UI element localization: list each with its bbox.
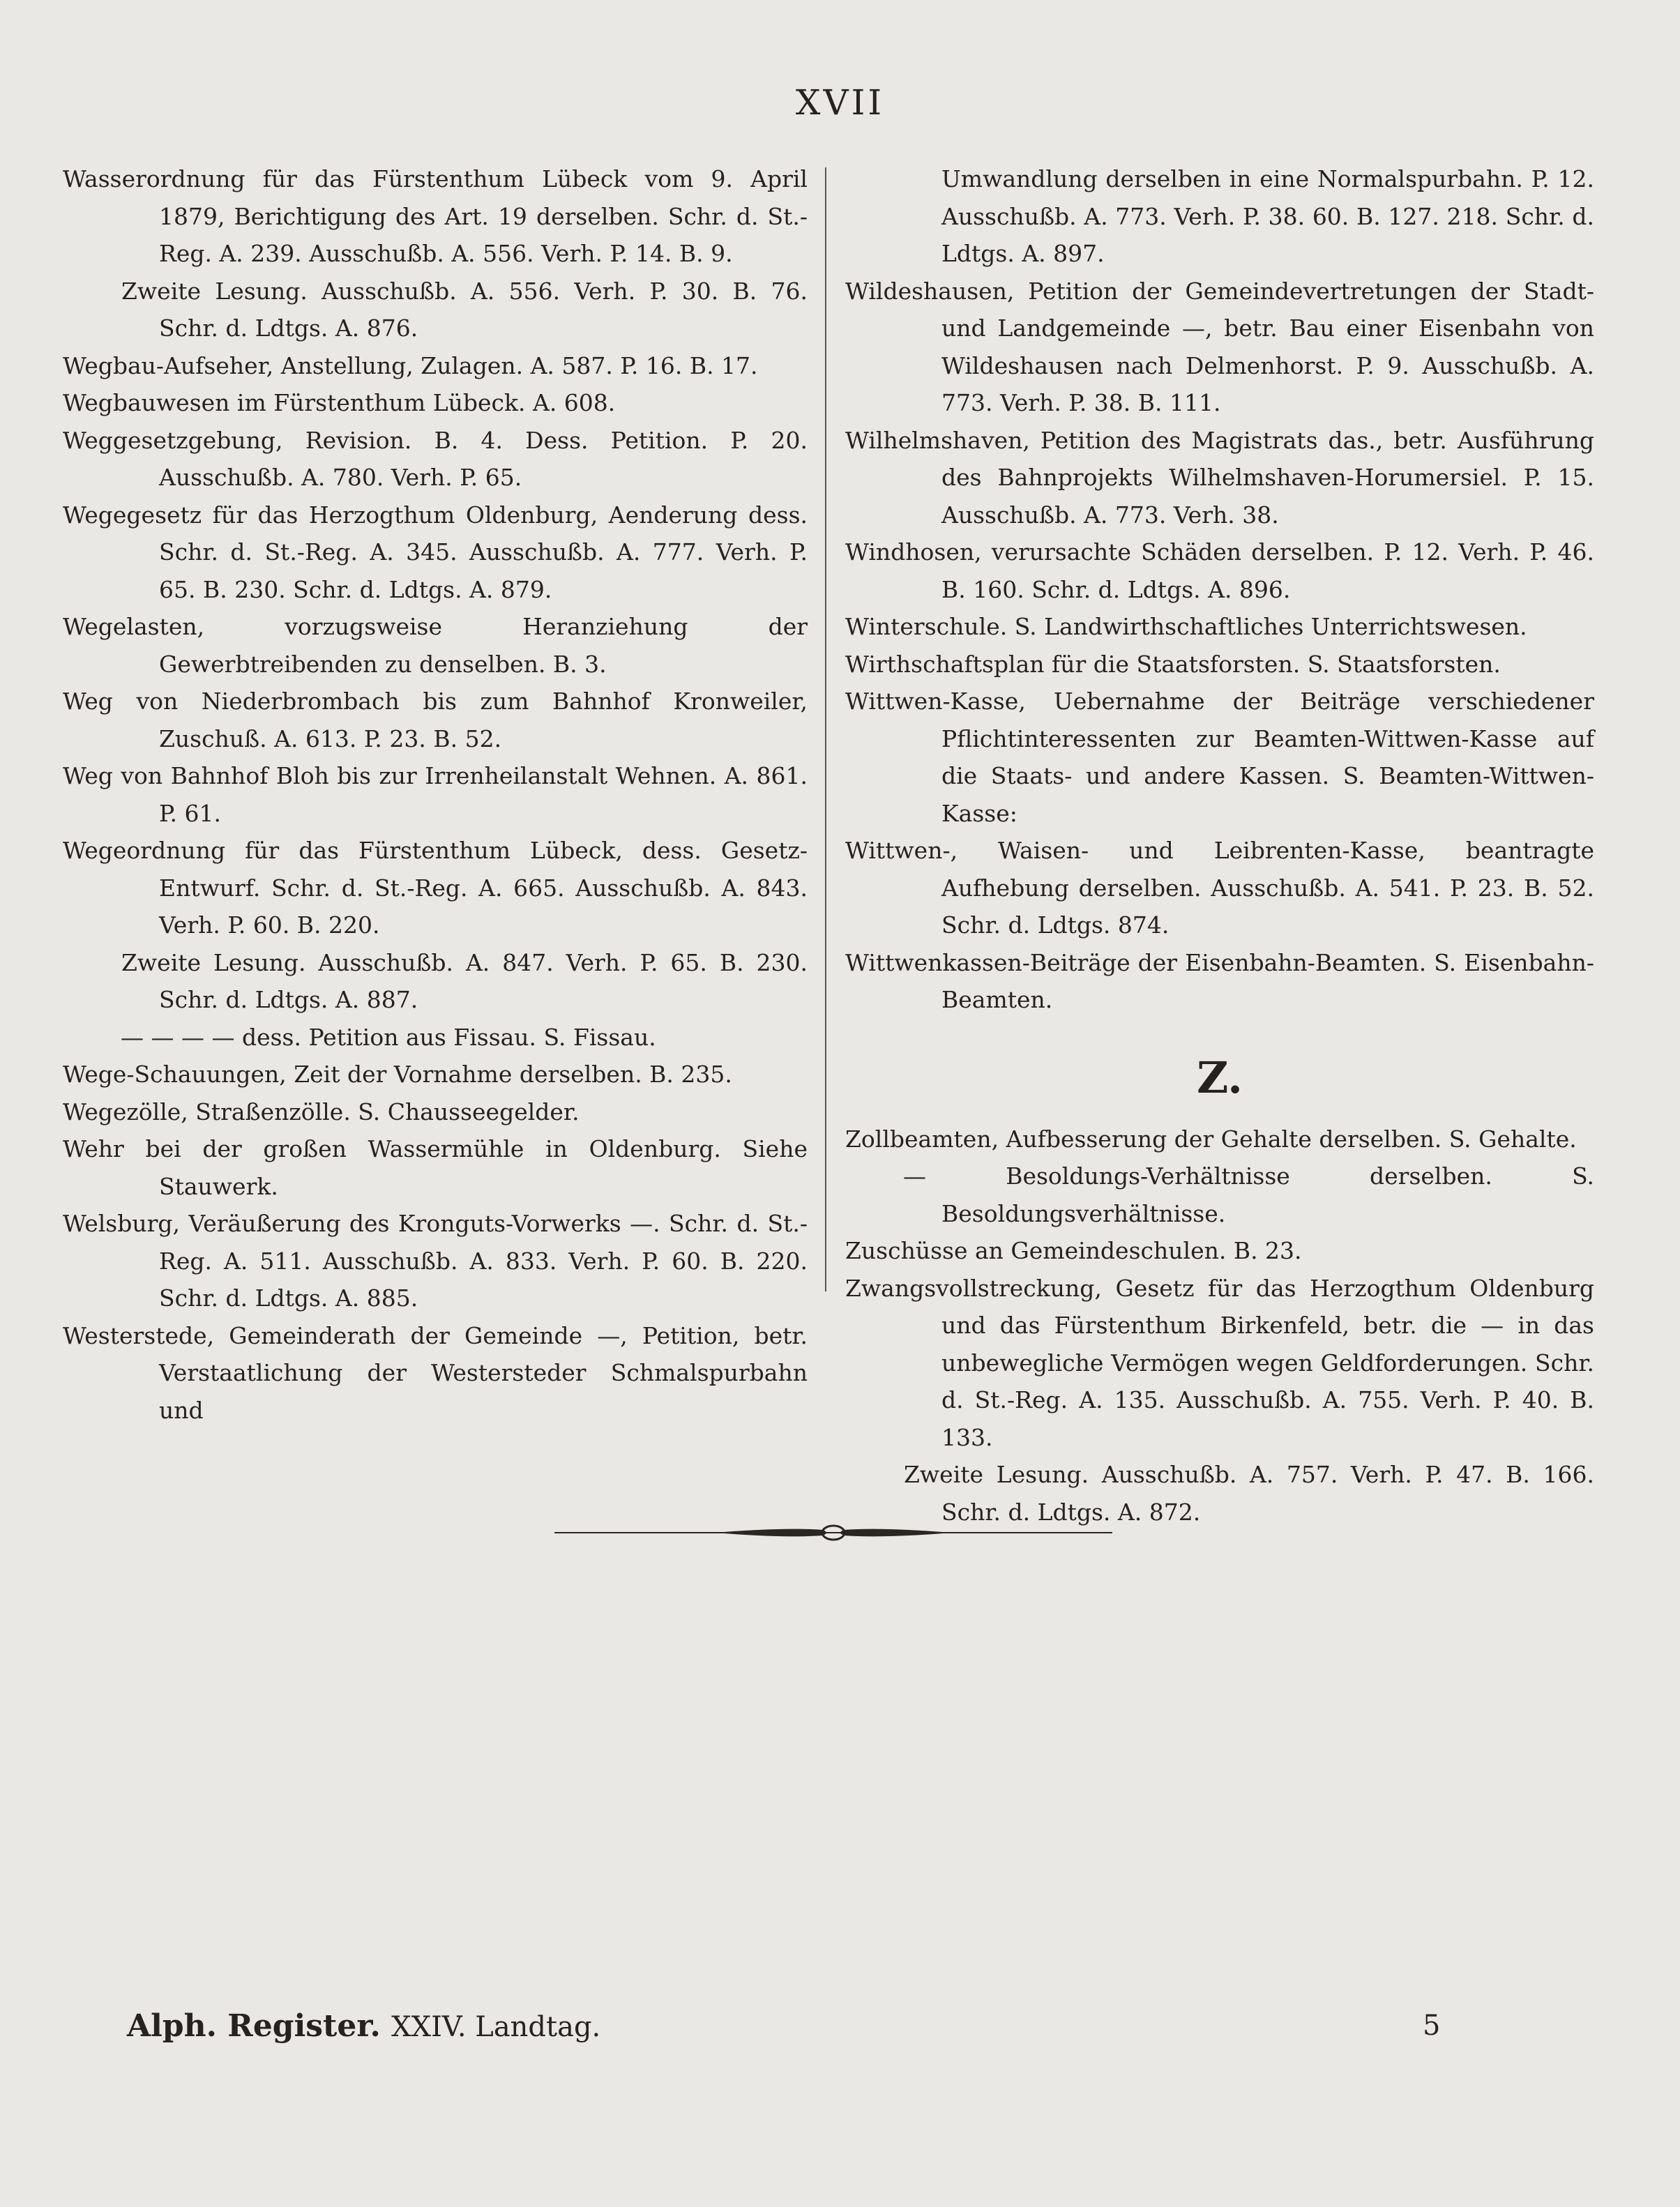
index-entry: Wegbauwesen im Fürstenthum Lübeck. A. 608. [63, 389, 616, 416]
index-entry: Winterschule. S. Landwirthschaftliches Unterrichtswesen. [845, 613, 1527, 640]
footer-page-number: 5 [1423, 2010, 1441, 2042]
index-entry: Wirthschaftsplan für die Staatsforsten. S. Staatsforsten. [845, 650, 1501, 678]
column-divider [825, 167, 826, 1291]
decorative-rule-ornament [554, 1520, 1112, 1545]
index-entry: Wegeordnung für das Fürstenthum Lübeck, dess. Gesetz-Entwurf. Schr. d. St.-Reg. A. 665. Ausschußb. A. 843. Verh. P. 60. B. 220. [63, 837, 808, 939]
index-entry: Wittwen-Kasse, Uebernahme der Beiträge verschiedener Pflichtinteressenten zur Beamten-Wittwen-Kasse auf die Staats- und andere Kassen. S. Beamten-Wittwen-Kasse: [845, 688, 1594, 827]
index-entry: Wegezölle, Straßenzölle. S. Chausseegelder. [63, 1098, 580, 1125]
index-column-right [845, 160, 1594, 1531]
section-letter: Z. [1197, 1052, 1243, 1103]
index-entry: Wittwen-, Waisen- und Leibrenten-Kasse, beantragte Aufhebung derselben. Ausschußb. A. 541. P. 23. B. 52. Schr. d. Ldtgs. 874. [845, 837, 1594, 939]
index-entry: Weg von Niederbrombach bis zum Bahnhof Kronweiler, Zuschuß. A. 613. P. 23. B. 52. [63, 688, 808, 752]
index-entry: Zweite Lesung. Ausschußb. A. 757. Verh. P. 47. B. 166. Schr. d. Ldtgs. A. 872. [904, 1461, 1594, 1526]
index-entry: Wildeshausen, Petition der Gemeindevertretungen der Stadt- und Landgemeinde —, betr. Bau einer Eisenbahn von Wildeshausen nach Delmenhorst. P. 9. Ausschußb. A. 773. Verh. P. 38. B. 111. [845, 277, 1594, 416]
page-number: XVII [795, 82, 885, 123]
index-entry: Wasserordnung für das Fürstenthum Lübeck vom 9. April 1879, Berichtigung des Art. 19 derselben. Schr. d. St.-Reg. A. 239. Ausschußb. A. 556. Verh. P. 14. B. 9. [63, 165, 808, 267]
index-entry: Weggesetzgebung, Revision. B. 4. Dess. Petition. P. 20. Ausschußb. A. 780. Verh. P. 65. [63, 426, 808, 491]
index-entry: Zollbeamten, Aufbesserung der Gehalte derselben. S. Gehalte. [845, 1125, 1577, 1153]
index-entry: Welsburg, Veräußerung des Kronguts-Vorwerks —. Schr. d. St.-Reg. A. 511. Ausschußb. A. 833. Verh. P. 60. B. 220. Schr. d. Ldtgs. A. 885. [63, 1210, 808, 1312]
index-entry: Wegelasten, vorzugsweise Heranziehung der Gewerbtreibenden zu denselben. B. 3. [63, 613, 808, 678]
index-entry: Wilhelmshaven, Petition des Magistrats das., betr. Ausführung des Bahnprojekts Wilhelmshaven-Horumersiel. P. 15. Ausschußb. A. 773. Verh. 38. [845, 426, 1594, 529]
index-entry: Zwangsvollstreckung, Gesetz für das Herzogthum Oldenburg und das Fürstenthum Birkenfeld, betr. die — in das unbewegliche Vermögen wegen Geldforderungen. Schr. d. St.-Reg. A. 135. Ausschußb. A. 755. Verh. P. 40. B. 133. [845, 1274, 1594, 1451]
index-entry: Zuschüsse an Gemeindeschulen. B. 23. [845, 1237, 1302, 1264]
footer-title: Alph. Register. [127, 2008, 381, 2044]
index-entry: — — — — dess. Petition aus Fissau. S. Fissau. [121, 1023, 656, 1051]
index-entry: Wittwenkassen-Beiträge der Eisenbahn-Beamten. S. Eisenbahn-Beamten. [845, 948, 1594, 1013]
index-entry: Wehr bei der großen Wassermühle in Oldenburg. Siehe Stauwerk. [63, 1135, 808, 1200]
index-entry: Wegegesetz für das Herzogthum Oldenburg, Aenderung dess. Schr. d. St.-Reg. A. 345. Ausschußb. A. 777. Verh. P. 65. B. 230. Schr. d. Ldtgs. A. 879. [63, 501, 808, 603]
index-entry: Wegbau-Aufseher, Anstellung, Zulagen. A. 587. P. 16. B. 17. [63, 351, 758, 379]
index-entry: Westerstede, Gemeinderath der Gemeinde —, Petition, betr. Verstaatlichung der Westersteder Schmalspurbahn und [63, 1321, 808, 1424]
index-entry: — Besoldungs-Verhältnisse derselben. S. Besoldungsverhältnisse. [903, 1162, 1594, 1227]
index-entry: Zweite Lesung. Ausschußb. A. 847. Verh. P. 65. B. 230. Schr. d. Ldtgs. A. 887. [121, 948, 808, 1013]
footer-register-title [127, 2008, 600, 2044]
index-entry: Zweite Lesung. Ausschußb. A. 556. Verh. P. 30. B. 76. Schr. d. Ldtgs. A. 876. [121, 277, 808, 342]
index-entry: Umwandlung derselben in eine Normalspurbahn. P. 12. Ausschußb. A. 773. Verh. P. 38. 60. B. 127. 218. Schr. d. Ldtgs. A. 897. [941, 165, 1594, 267]
footer-edition: XXIV. Landtag. [391, 2011, 601, 2043]
index-column-left [63, 160, 808, 1429]
index-entry: Weg von Bahnhof Bloh bis zur Irrenheilanstalt Wehnen. A. 861. P. 61. [63, 762, 808, 827]
index-entry: Wege-Schauungen, Zeit der Vornahme derselben. B. 235. [63, 1061, 732, 1088]
index-entry: Windhosen, verursachte Schäden derselben. P. 12. Verh. P. 46. B. 160. Schr. d. Ldtgs. A. 896. [845, 538, 1594, 603]
